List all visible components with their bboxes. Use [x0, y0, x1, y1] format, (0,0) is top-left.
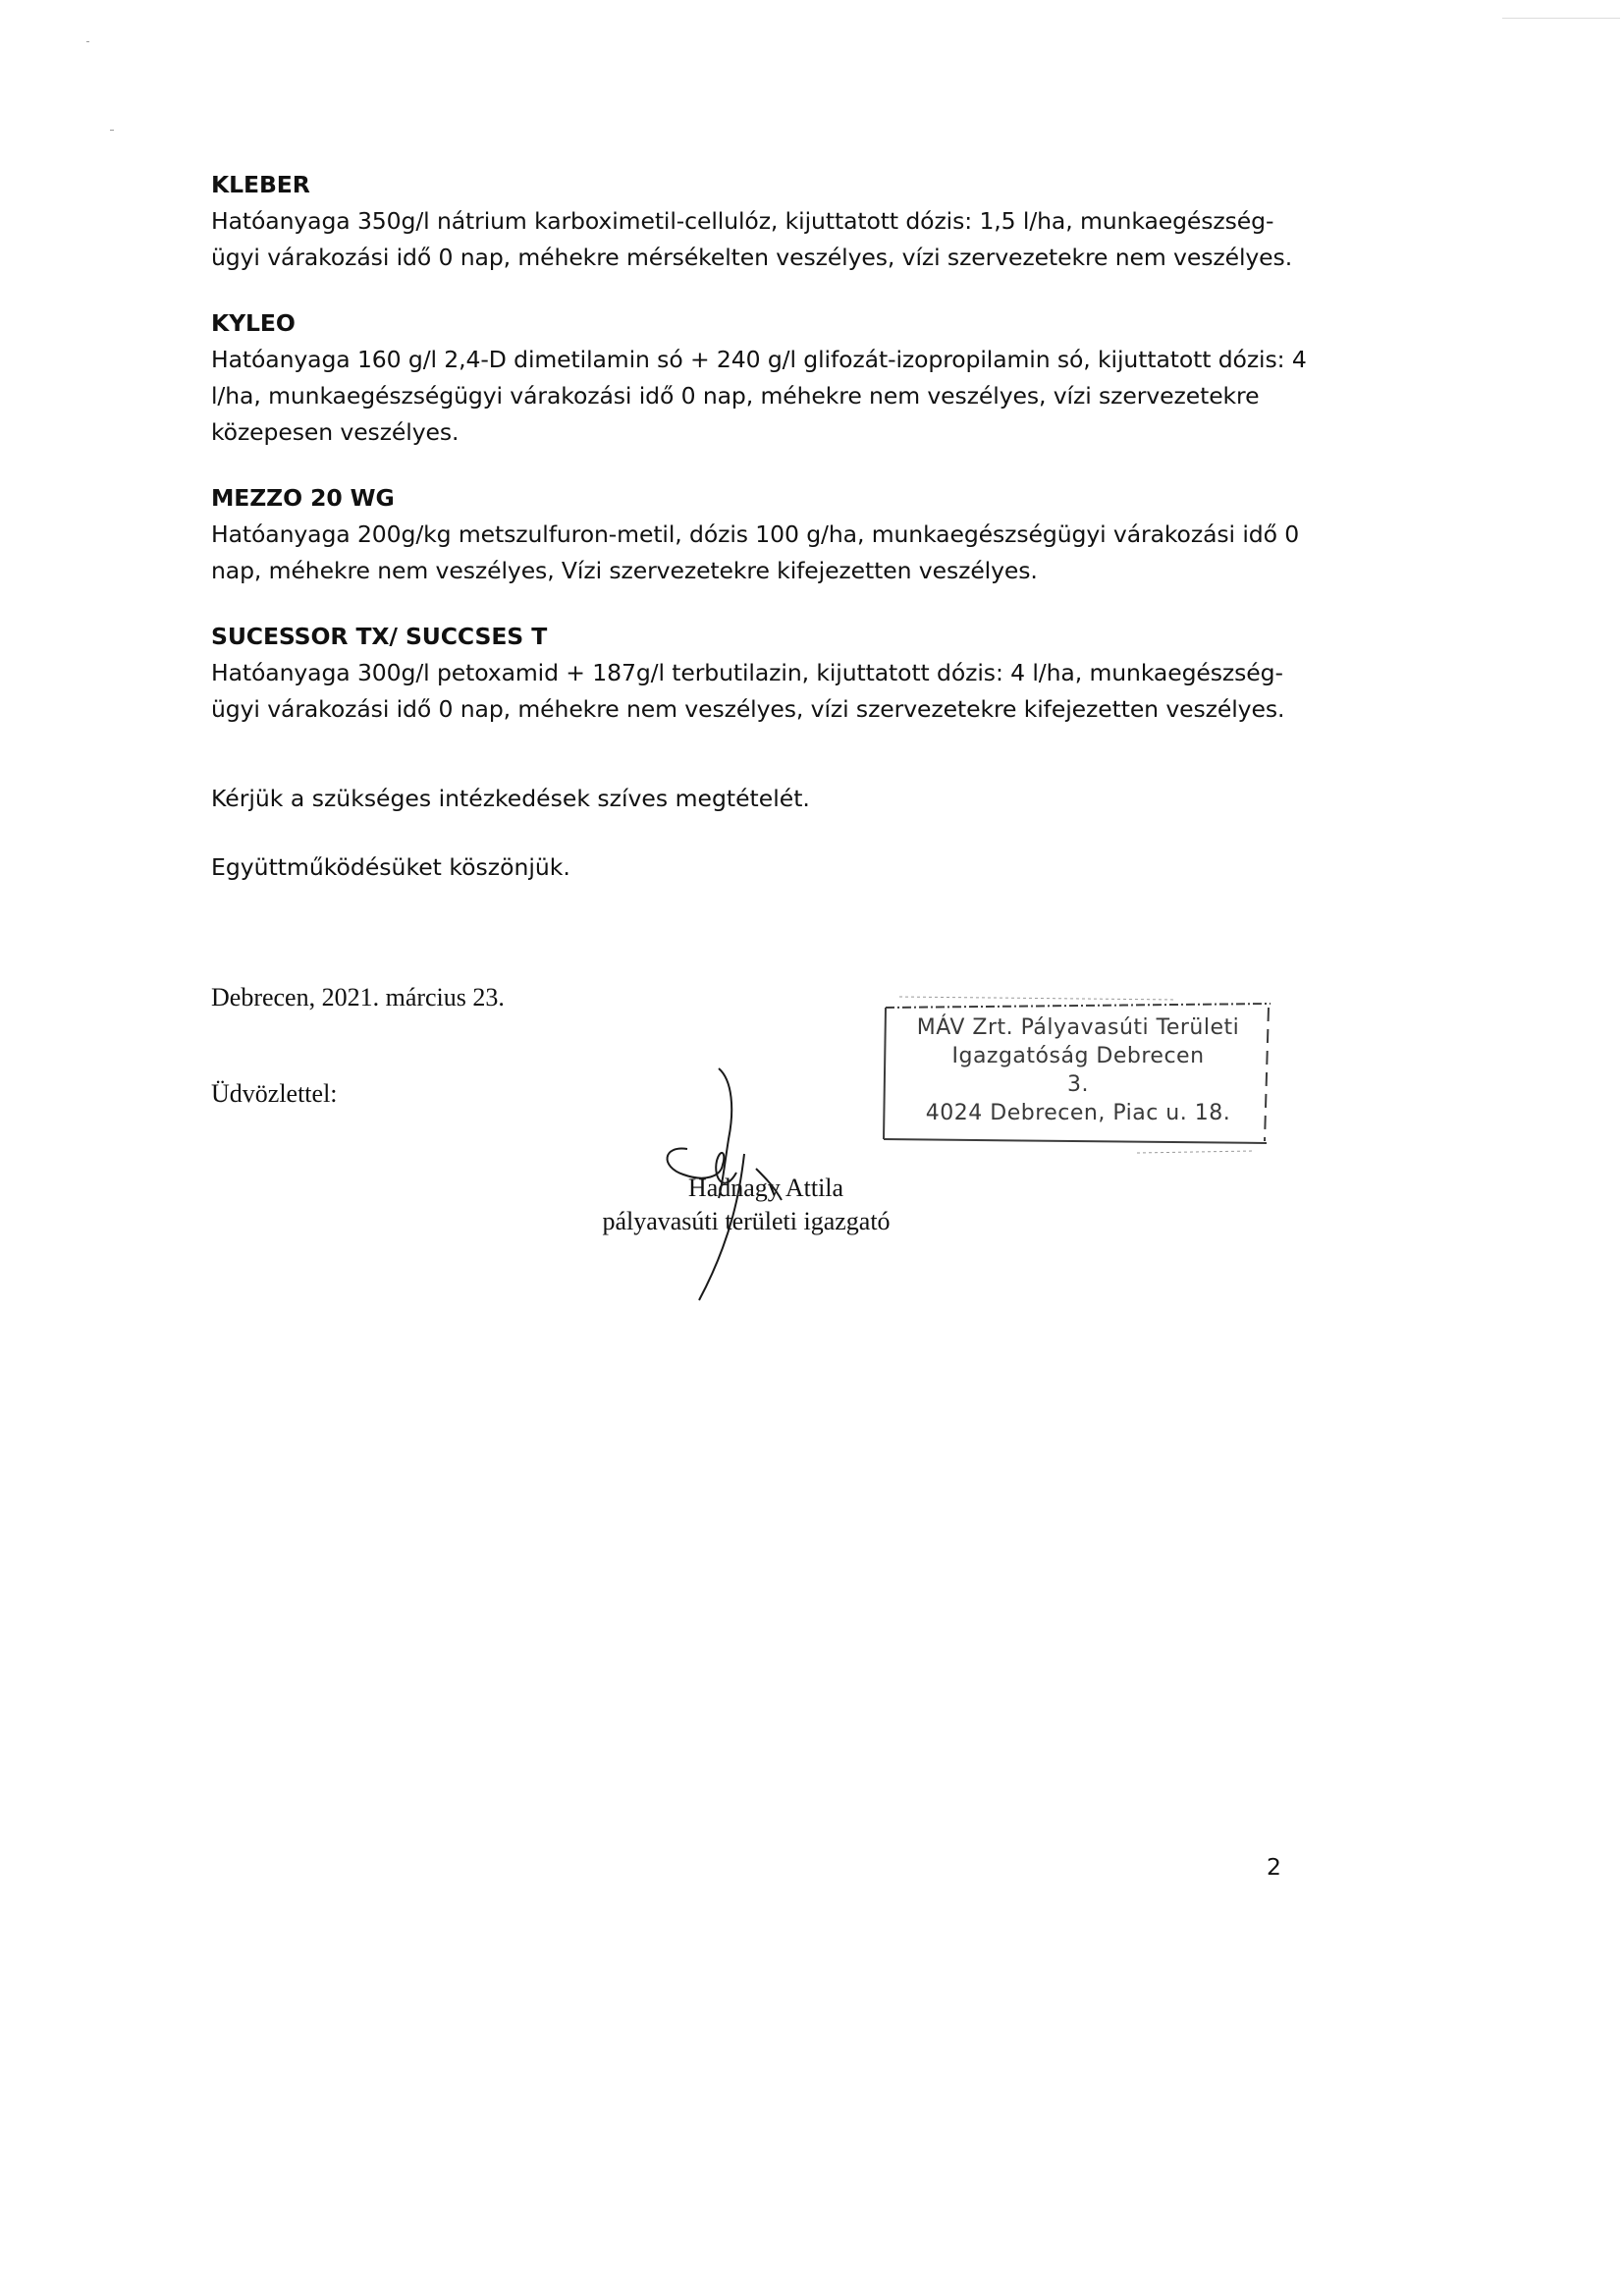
stamp-line: MÁV Zrt. Pályavasúti Területi	[916, 1015, 1240, 1040]
product-entry	[211, 480, 1321, 589]
closing-request: Kérjük a szükséges intézkedések szíves megtételét.	[211, 785, 810, 812]
greeting: Üdvözlettel:	[211, 1079, 338, 1108]
page-number: 2	[1267, 1853, 1281, 1881]
place-and-date: Debrecen, 2021. március 23.	[211, 983, 505, 1011]
handwritten-signature	[638, 1051, 893, 1306]
stamp-line: Igazgatóság Debrecen	[951, 1044, 1205, 1068]
product-name: KLEBER	[211, 171, 310, 198]
stamp-line: 3.	[1067, 1072, 1089, 1097]
signer-name: Hadnagy Attila	[687, 1174, 844, 1202]
product-description: Hatóanyaga 350g/l nátrium karboximetil-cellulóz, kijuttatott dózis: 1,5 l/ha, munkaegészség-ügyi várakozási idő 0 nap, méhekre mérsékelten veszélyes, vízi szervezetekre nem veszélyes.	[211, 207, 1293, 271]
product-entry	[211, 305, 1321, 451]
product-entry	[211, 619, 1321, 728]
product-name: SUCESSOR TX/ SUCCSES T	[211, 623, 548, 650]
closing-thanks: Együttműködésüket köszönjük.	[211, 853, 570, 881]
signer-title: pályavasúti területi igazgató	[602, 1207, 891, 1235]
official-stamp	[882, 994, 1274, 1156]
product-name: KYLEO	[211, 309, 296, 337]
product-list	[211, 167, 1321, 757]
stamp-line: 4024 Debrecen, Piac u. 18.	[925, 1101, 1231, 1125]
product-name: MEZZO 20 WG	[211, 484, 395, 512]
scan-speck	[110, 130, 114, 131]
scan-speck	[86, 41, 89, 42]
scan-edge-line	[1502, 18, 1620, 19]
product-description: Hatóanyaga 300g/l petoxamid + 187g/l terbutilazin, kijuttatott dózis: 4 l/ha, munkaegészség-ügyi várakozási idő 0 nap, méhekre nem veszélyes, vízi szervezetekre kifejezetten veszélyes.	[211, 659, 1285, 723]
product-description: Hatóanyaga 200g/kg metszulfuron-metil, dózis 100 g/ha, munkaegészségügyi várakozási idő 0 nap, méhekre nem veszélyes, Vízi szervezetekre kifejezetten veszélyes.	[211, 520, 1300, 584]
product-description: Hatóanyaga 160 g/l 2,4-D dimetilamin só + 240 g/l glifozát-izopropilamin só, kijuttatott dózis: 4 l/ha, munkaegészségügyi várakozási idő 0 nap, méhekre nem veszélyes, vízi szervezetekre közepesen veszélyes.	[211, 346, 1307, 446]
product-entry	[211, 167, 1321, 276]
